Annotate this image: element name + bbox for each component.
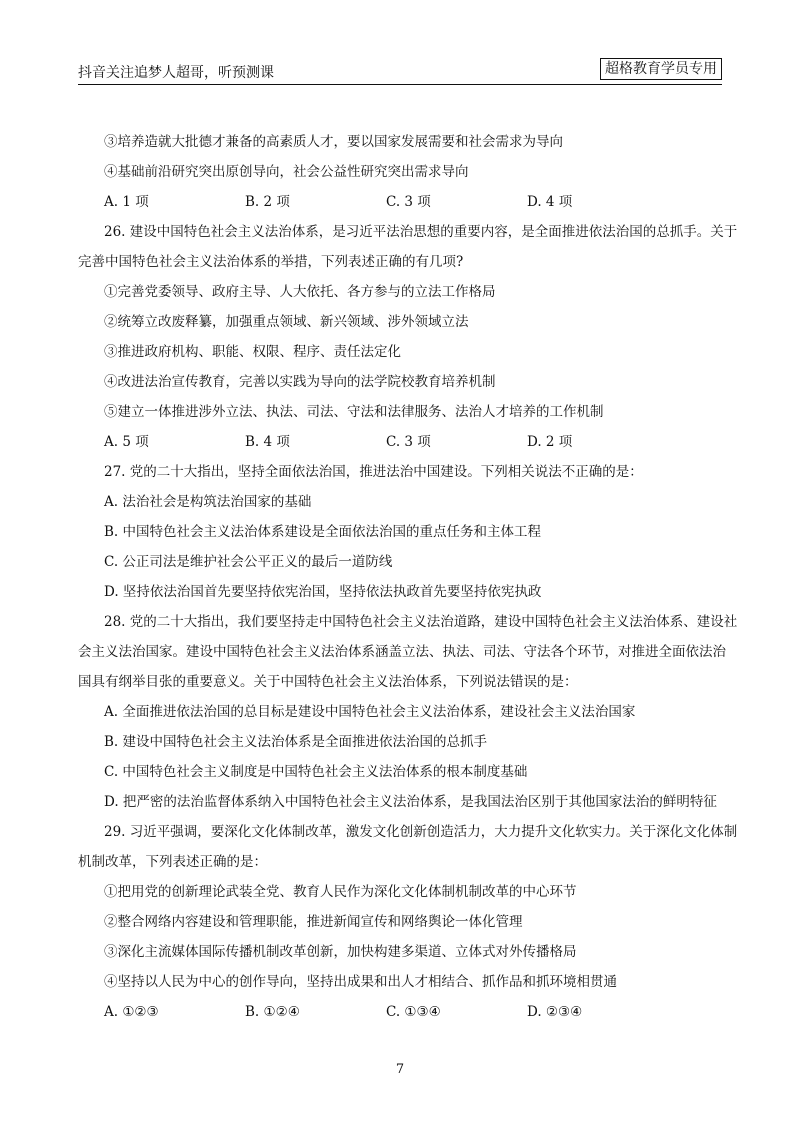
q27-option-b: B. 中国特色社会主义法治体系建设是全面依法治国的重点任务和主体工程 <box>104 524 542 540</box>
q29-stem-line-2: 机制改革，下列表述正确的是： <box>78 854 267 870</box>
q26-item-1: ①完善党委领导、政府主导、人大依托、各方参与的立法工作格局 <box>104 284 496 300</box>
header-note: 抖音关注追梦人超哥，听预测课 <box>78 65 274 81</box>
q25-item-4: ④基础前沿研究突出原创导向，社会公益性研究突出需求导向 <box>104 164 469 180</box>
q26-item-4: ④改进法治宣传教育，完善以实践为导向的法学院校教育培养机制 <box>104 374 496 390</box>
q25-option-c: C. 3 项 <box>386 194 431 210</box>
q27-option-a: A. 法治社会是构筑法治国家的基础 <box>104 494 312 510</box>
q28-stem-line-3: 国具有纲举目张的重要意义。关于中国特色社会主义法治体系，下列说法错误的是： <box>78 674 578 690</box>
q26-item-2: ②统筹立改废释纂，加强重点领域、新兴领域、涉外领域立法 <box>104 314 469 330</box>
q27-stem: 27. 党的二十大指出，坚持全面依法治国，推进法治中国建设。下列相关说法不正确的是： <box>104 464 643 480</box>
q29-option-b: B. ①②④ <box>245 1004 300 1020</box>
q28-stem-line-2: 会主义法治国家。建设中国特色社会主义法治体系涵盖立法、执法、司法、守法各个环节，对推进全面依法治 <box>78 644 726 660</box>
q25-item-3: ③培养造就大批德才兼备的高素质人才，要以国家发展需要和社会需求为导向 <box>104 134 563 150</box>
q28-option-a: A. 全面推进依法治国的总目标是建设中国特色社会主义法治体系，建设社会主义法治国家 <box>104 704 636 720</box>
q29-option-c: C. ①③④ <box>386 1004 441 1020</box>
q26-stem-line-2: 完善中国特色社会主义法治体系的举措，下列表述正确的有几项? <box>78 254 464 270</box>
q26-options <box>78 427 722 457</box>
q29-item-4: ④坚持以人民为中心的创作导向，坚持出成果和出人才相结合、抓作品和抓环境相贯通 <box>104 974 617 990</box>
header-badge: 超格教育学员专用 <box>600 58 722 80</box>
q29-item-2: ②整合网络内容建设和管理职能，推进新闻宣传和网络舆论一体化管理 <box>104 914 523 930</box>
q26-option-b: B. 4 项 <box>245 434 290 450</box>
q26-option-d: D. 2 项 <box>527 434 573 450</box>
page-number: 7 <box>395 1062 405 1077</box>
q28-stem-line-1: 28. 党的二十大指出，我们要坚持走中国特色社会主义法治道路，建设中国特色社会主义法治体系、建设社 <box>104 614 738 630</box>
q25-option-b: B. 2 项 <box>245 194 290 210</box>
q29-option-a: A. ①②③ <box>104 1004 159 1020</box>
q29-option-d: D. ②③④ <box>527 1004 583 1020</box>
page-content <box>78 127 738 1027</box>
q27-option-c: C. 公正司法是维护社会公平正义的最后一道防线 <box>104 554 393 570</box>
q25-option-d: D. 4 项 <box>527 194 573 210</box>
q29-item-3: ③深化主流媒体国际传播机制改革创新，加快构建多渠道、立体式对外传播格局 <box>104 944 577 960</box>
q25-options <box>78 187 722 217</box>
q25-option-a: A. 1 项 <box>104 194 149 210</box>
q27-option-d: D. 坚持依法治国首先要坚持依宪治国，坚持依法执政首先要坚持依宪执政 <box>104 584 542 600</box>
q26-option-c: C. 3 项 <box>386 434 431 450</box>
q26-option-a: A. 5 项 <box>104 434 149 450</box>
q28-option-d: D. 把严密的法治监督体系纳入中国特色社会主义法治体系，是我国法治区别于其他国家法治的鲜明特征 <box>104 794 717 810</box>
q26-item-3: ③推进政府机构、职能、权限、程序、责任法定化 <box>104 344 401 360</box>
q26-stem-line-1: 26. 建设中国特色社会主义法治体系，是习近平法治思想的重要内容，是全面推进依法治国的总抓手。关于 <box>104 224 738 240</box>
q29-options <box>78 997 722 1027</box>
q28-option-b: B. 建设中国特色社会主义法治体系是全面推进依法治国的总抓手 <box>104 734 488 750</box>
q29-item-1: ①把用党的创新理论武装全党、教育人民作为深化文化体制机制改革的中心环节 <box>104 884 577 900</box>
q26-item-5: ⑤建立一体推进涉外立法、执法、司法、守法和法律服务、法治人才培养的工作机制 <box>104 404 604 420</box>
header-divider <box>78 84 722 85</box>
q29-stem-line-1: 29. 习近平强调，要深化文化体制改革，激发文化创新创造活力，大力提升文化软实力。关于深化文化体制 <box>104 824 738 840</box>
q28-option-c: C. 中国特色社会主义制度是中国特色社会主义法治体系的根本制度基础 <box>104 764 528 780</box>
